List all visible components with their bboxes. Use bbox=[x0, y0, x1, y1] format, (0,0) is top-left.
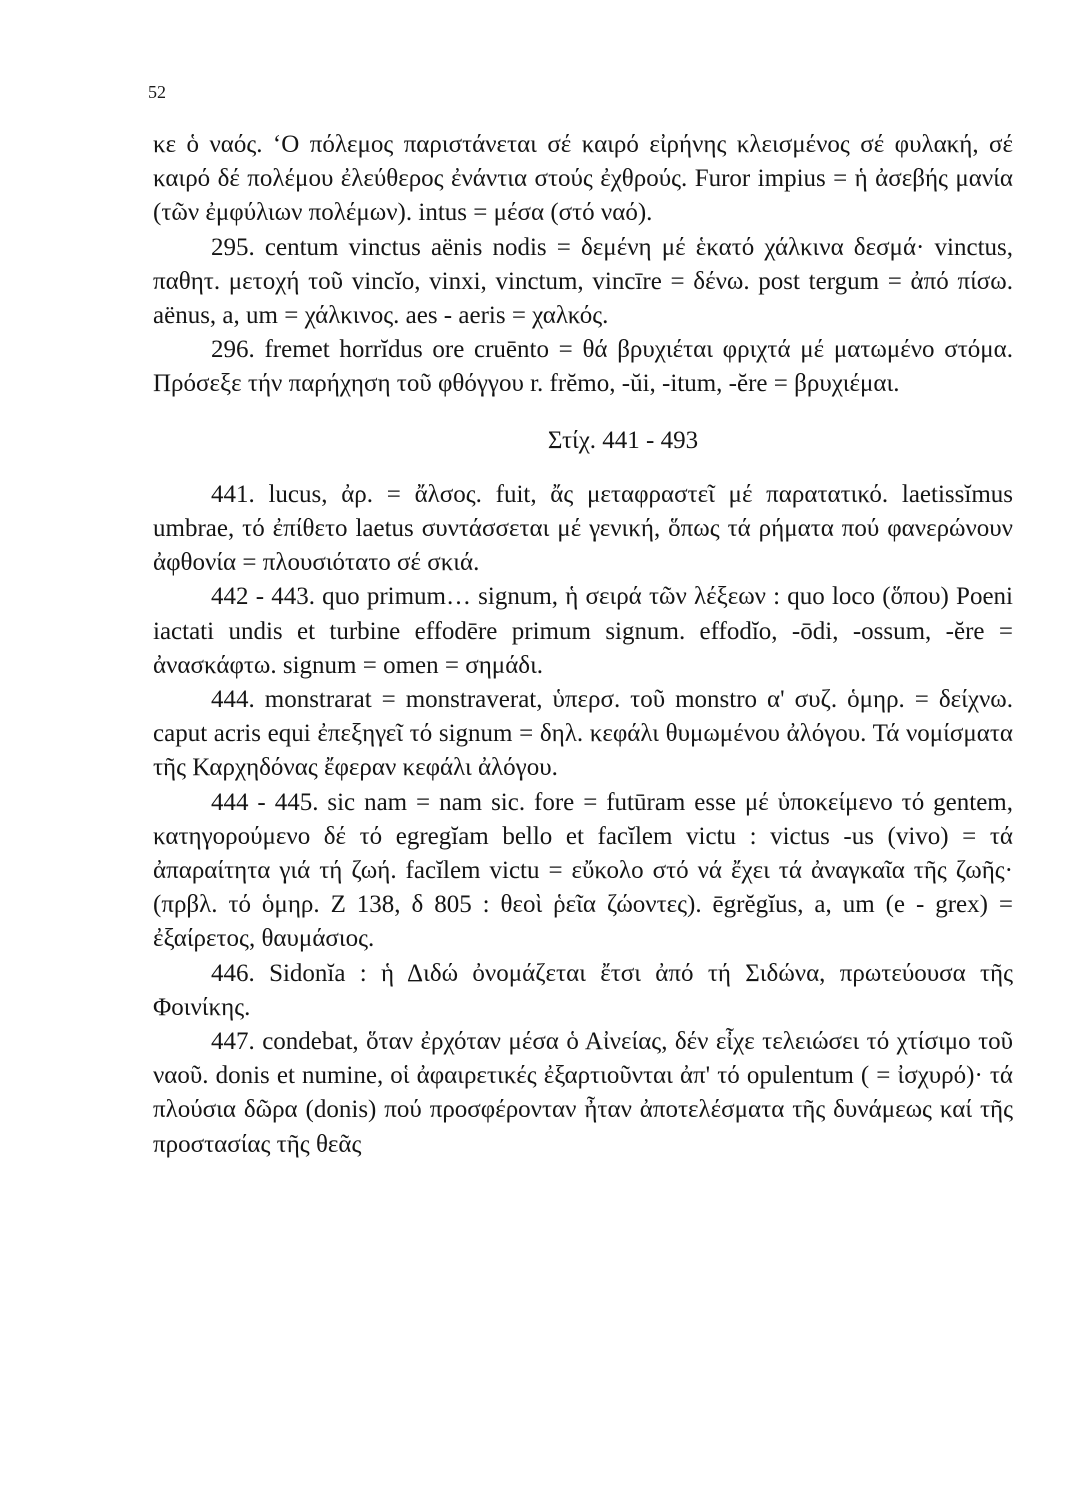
paragraph-441: 441. lucus, ἀρ. = ἄλσος. fuit, ἄς μεταφραστεῖ μέ παρατατικό. laetissĭmus umbrae, τό ἐπίθετο laetus συντάσσεται μέ γενική, ὅπως τά ρήματα πού φανερώνουν ἀφθονία = πλουσιότατο σέ σκιά. bbox=[153, 480, 1013, 577]
paragraph-444-445: 444 - 445. sic nam = nam sic. fore = futūram esse μέ ὑποκείμενο τό gentem, κατηγορούμενο δέ τό egregĭam bello et facĭlem victu : victus -us (vivo) = τά ἀπαραίτητα γιά τή ζωή. facĭlem victu = εὔκολο στό νά ἔχει τά ἀναγκαῖα τῆς ζωῆς· (πρβλ. τό ὁμηρ. Z 138, δ 805 : θεοὶ ῥεῖα ζώοντες). ēgrĕgĭus, a, um (e - grex) = ἐξαίρετος, θαυμάσιος. bbox=[153, 788, 1013, 953]
paragraph-446: 446. Sidonĭa : ἡ Διδώ ὀνομάζεται ἔτσι ἀπό τή Σιδώνα, πρωτεύουσα τῆς Φοινίκης. bbox=[153, 959, 1013, 1021]
paragraph-296: 296. fremet horrĭdus ore cruēnto = θά βρυχιέται φριχτά μέ ματωμένο στόμα. Πρόσεξε τήν παρήχηση τοῦ φθόγγου r. frĕmo, -ŭi, -itum, -ĕre = βρυχιέμαι. bbox=[153, 336, 1013, 398]
page-number: 52 bbox=[148, 82, 166, 102]
paragraph-intro: κε ὁ ναός. ʻΟ πόλεμος παριστάνεται σέ καιρό εἰρήνης κλεισμένος σέ φυλακή, σέ καιρό δέ πολέμου ἐλεύθερος ἐνάντια στούς ἐχθρούς. Furor impius = ἡ ἀσεβής μανία (τῶν ἐμφύλιων πολέμων). intus = μέσα (στό ναό). bbox=[153, 131, 1013, 227]
paragraph-295: 295. centum vinctus aënis nodis = δεμένη μέ ἑκατό χάλκινα δεσμά· vinctus, παθητ. μετοχή τοῦ vincĭo, vinxi, vinctum, vincīre = δένω. post tergum = ἀπό πίσω. aënus, a, um = χάλκινος. aes - aeris = χαλκός. bbox=[153, 233, 1013, 330]
paragraph-444: 444. monstrarat = monstraverat, ὑπερσ. τοῦ monstro α' συζ. ὁμηρ. = δείχνω. caput acris equi ἐπεξηγεῖ τό signum = δηλ. κεφάλι θυμωμένου ἀλόγου. Τά νομίσματα τῆς Καρχηδόνας ἔφεραν κεφάλι ἀλόγου. bbox=[153, 686, 1013, 782]
section-heading: Στίχ. 441 - 493 bbox=[547, 426, 699, 454]
paragraph-442-443: 442 - 443. quo primum… signum, ἡ σειρά τῶν λέξεων : quo loco (ὅπου) Poeni iactati undis et turbine effodēre primum signum. effodĭo, -ōdi, -ossum, -ĕre = ἀνασκάφτω. signum = omen = σημάδι. bbox=[153, 583, 1013, 679]
paragraph-447: 447. condebat, ὅταν ἐρχόταν μέσα ὁ Αἰνείας, δέν εἶχε τελειώσει τό χτίσιμο τοῦ ναοῦ. donis et numine, οἱ ἀφαιρετικές ἐξαρτιοῦνται ἀπ' τό opulentum ( = ἰσχυρό)· τά πλούσια δῶρα (donis) πού προσφέρονταν ἦταν ἀποτελέσματα τῆς δυνάμεως καί τῆς προστασίας τῆς θεᾶς bbox=[153, 1028, 1013, 1158]
commentary-text bbox=[153, 128, 1013, 1162]
